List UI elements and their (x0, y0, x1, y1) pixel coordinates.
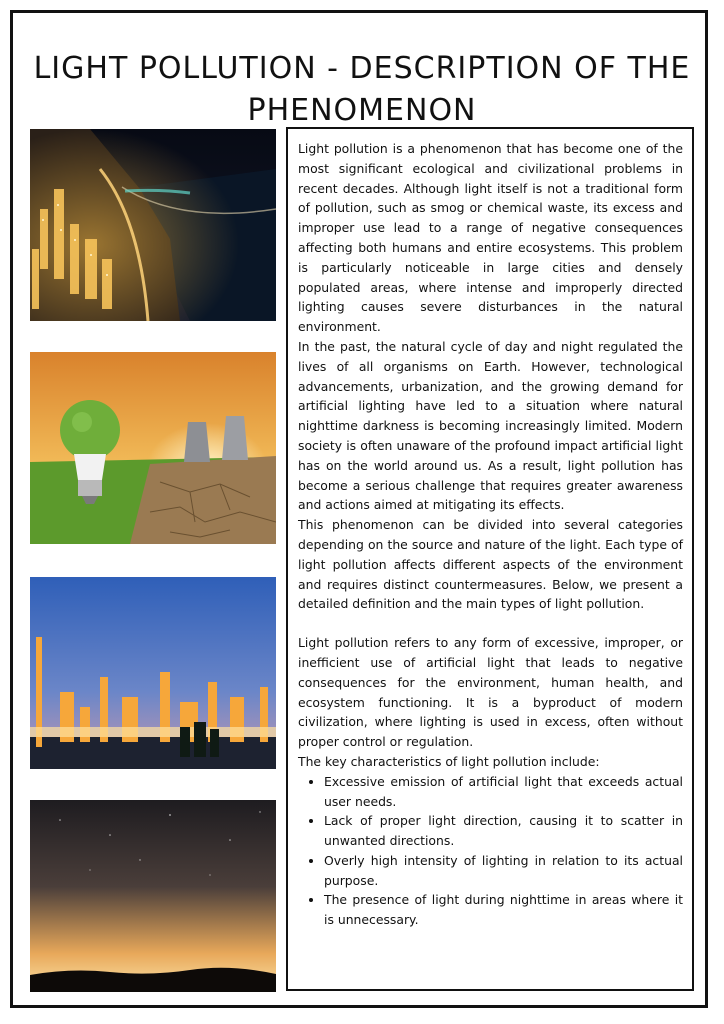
characteristics-list (298, 772, 683, 930)
green-lightbulb-photo (30, 352, 276, 544)
coastal-city-night-photo (30, 129, 276, 321)
intro-paragraph: Light pollution is a phenomenon that has become one of the most significant ecological and civilizational problems in recent decades. Although light itself is not a traditional form of pollution, such as smog or chemical waste, its excess and improper use lead to a range of negative consequences affecting both humans and entire ecosystems. This problem is particularly noticeable in large cities and densely populated areas, where intense and improperly directed lighting causes severe disturbances in the natural environment. (298, 141, 683, 335)
categories-paragraph: This phenomenon can be divided into several categories depending on the source and nature of the light. Each type of light pollution affects different aspects of the environment and requires distinct countermeasures. Below, we present a detailed definition and the main types of light pollution. (298, 517, 683, 612)
definition-paragraph: Light pollution refers to any form of excessive, improper, or inefficient use of artificial light that leads to negative consequences for the environment, human health, and ecosystem functioning. It is a byproduct of modern civilization, where lighting is used in excess, often without proper control or regulation. (298, 635, 683, 750)
article-text-box (286, 127, 694, 991)
characteristics-heading: The key characteristics of light pollution include: (298, 753, 600, 769)
paragraph-spacer (298, 614, 683, 633)
list-item: • Lack of proper light direction, causing it to scatter in unwanted directions. (324, 811, 683, 851)
history-paragraph: In the past, the natural cycle of day and night regulated the lives of all organisms on Earth. However, technological advancements, urbanization, and the growing demand for artificial lighting have led to a situation where natural nighttime darkness is becoming increasingly limited. Modern society is often unaware of the profound impact artificial light has on the world around us. As a result, light pollution has become a serious challenge that requires greater awareness and actions aimed at mitigating its effects. (298, 338, 683, 513)
list-item: • Overly high intensity of lighting in relation to its actual purpose. (324, 851, 683, 891)
page-title: LIGHT POLLUTION - DESCRIPTION OF THE PHENOMENON (33, 51, 691, 129)
list-item: • The presence of light during nighttime in areas where it is unnecessary. (324, 890, 683, 930)
refinery-night-photo (30, 577, 276, 769)
list-item: • Excessive emission of artificial light that exceeds actual user needs. (324, 772, 683, 812)
skyglow-photo (30, 800, 276, 992)
